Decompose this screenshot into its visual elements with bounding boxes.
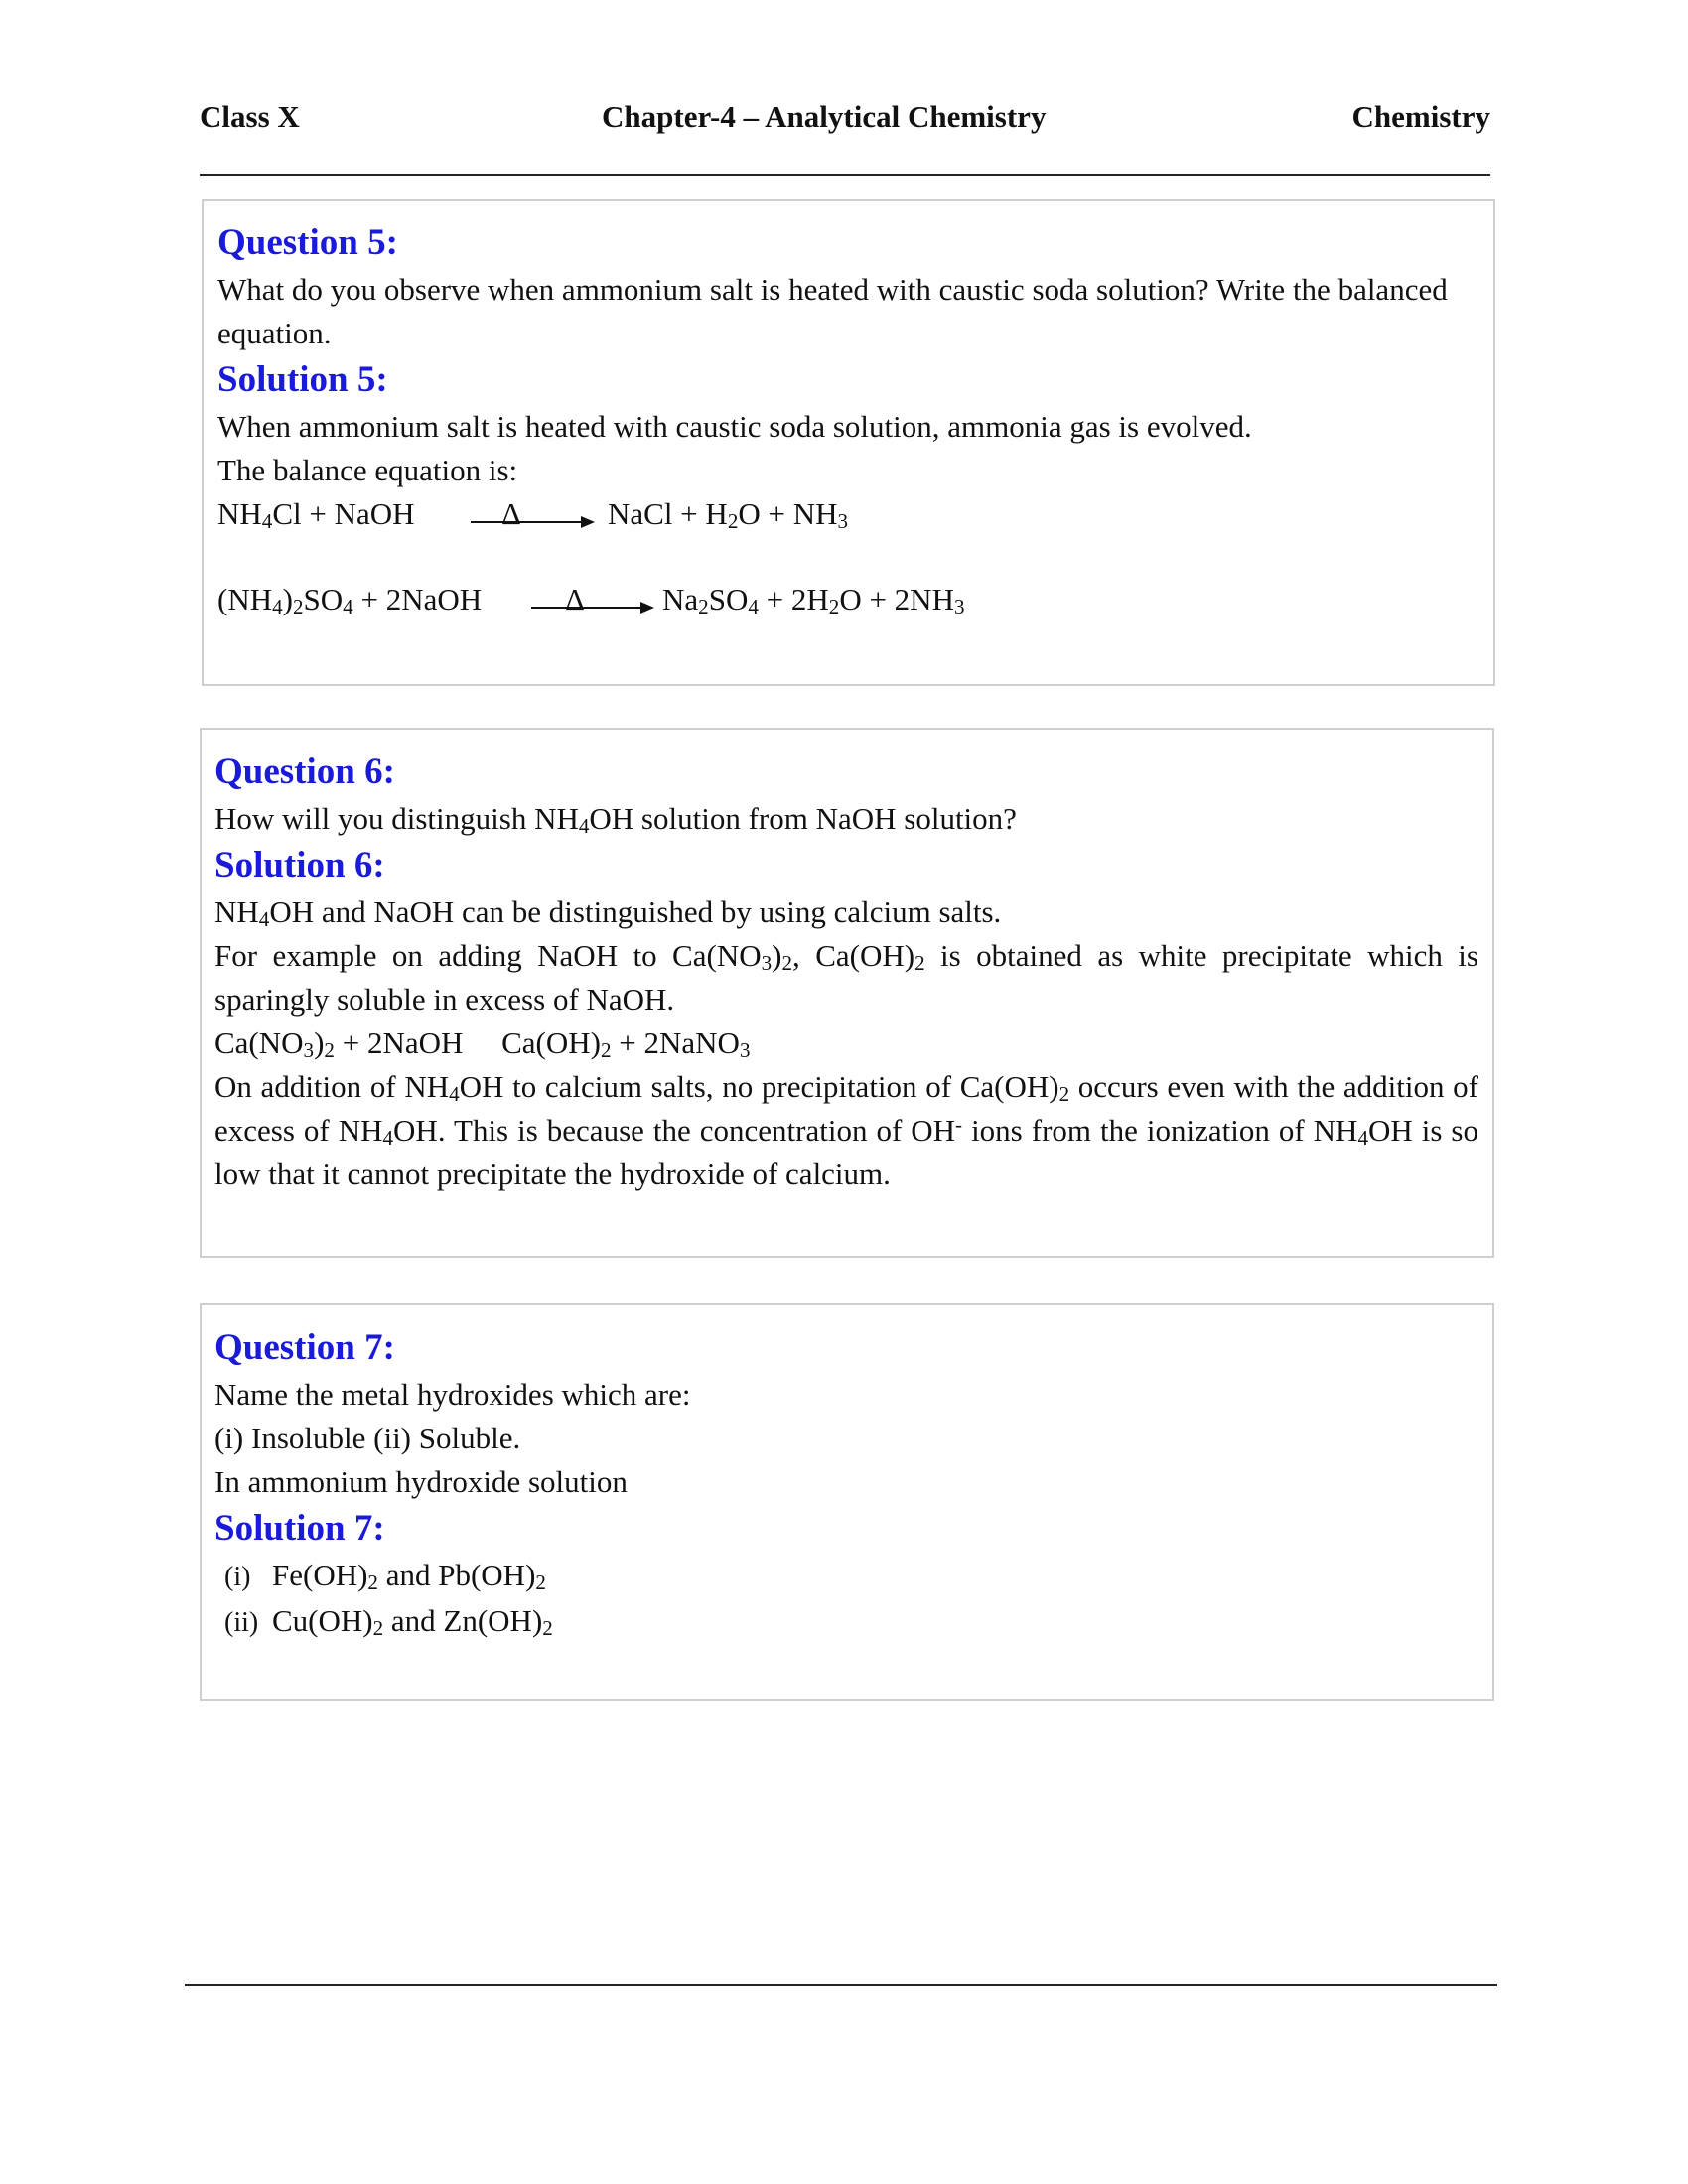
question-6-title: Question 6: xyxy=(214,751,395,792)
question-7-box xyxy=(200,1303,1494,1701)
solution-5-title: Solution 5: xyxy=(217,359,388,400)
solution-5-line-1: When ammonium salt is heated with caustic soda solution, ammonia gas is evolved. xyxy=(217,409,1252,444)
question-5-box xyxy=(202,199,1495,686)
question-7-line-3: In ammonium hydroxide solution xyxy=(214,1464,628,1499)
list-marker: (ii) xyxy=(224,1607,259,1638)
solution-5-line-2: The balance equation is: xyxy=(217,453,518,487)
question-5-title: Question 5: xyxy=(217,222,398,263)
solution-6-title: Solution 6: xyxy=(214,845,385,886)
list-marker: (i) xyxy=(224,1562,251,1592)
list-item xyxy=(224,1599,1478,1645)
question-6-box xyxy=(200,728,1494,1258)
question-5-text: What do you observe when ammonium salt is heated with caustic soda solution? Write the balanced equation. xyxy=(217,272,1448,350)
question-7-line-1: Name the metal hydroxides which are: xyxy=(214,1377,691,1412)
equation-2-arrow xyxy=(531,607,652,609)
equation-1-reactants: $NH_4Cl$ + NaOH xyxy=(217,496,415,533)
page-header xyxy=(200,99,1490,149)
header-divider xyxy=(200,174,1490,176)
question-7-title: Question 7: xyxy=(214,1327,395,1368)
question-6-text: How will you distinguish $NH_4OH$ solution from NaOH solution? xyxy=(214,801,1017,838)
solution-6-explanation: On addition of $NH_4OH$ to calcium salts, no precipitation of $Ca(OH)_2$ occurs even with the addition of excess of $NH_4OH$. This is because the concentration of OH- ions from the ionization of $NH_4OH$ is so low that it cannot precipitate the hydroxide of calcium. xyxy=(214,1069,1478,1191)
solution-6-line-1: $NH_4OH$ and NaOH can be distinguished by using calcium salts. xyxy=(214,894,1002,931)
equation-1-products: NaCl + $H_2O + NH_3$ xyxy=(608,496,849,533)
equation-2-heat-symbol: Δ xyxy=(565,582,585,616)
equation-3: $Ca(NO_3)_2$ + 2NaOH $Ca(OH)_2$ + 2NaNO$_3$ xyxy=(214,1025,751,1062)
equation-2 xyxy=(217,578,1479,621)
solution-7-list xyxy=(224,1554,1478,1645)
header-subject: Chemistry xyxy=(1351,99,1490,134)
equation-2-reactants: $(NH_4)_2SO_4$ + 2NaOH xyxy=(217,582,483,618)
solution-7-title: Solution 7: xyxy=(214,1508,385,1549)
equation-2-products: $Na_2SO_4 + 2H_2O + 2NH_3$ xyxy=(662,582,965,618)
equation-1-arrow xyxy=(471,521,593,523)
list-item-text: $Cu(OH)_2$ and $Zn(OH)_2$ xyxy=(272,1603,553,1640)
list-item-text: $Fe(OH)_2$ and $Pb(OH)_2$ xyxy=(272,1558,546,1594)
solution-6-example: For example on adding NaOH to $Ca(NO_3)_2$, $Ca(OH)_2$ is obtained as white precipitate which is sparingly soluble in excess of NaOH. xyxy=(214,938,1478,1017)
header-class: Class X xyxy=(200,99,300,134)
equation-1 xyxy=(217,492,1479,536)
header-chapter: Chapter-4 – Analytical Chemistry xyxy=(602,99,1047,134)
equation-1-heat-symbol: Δ xyxy=(501,496,521,531)
question-7-line-2: (i) Insoluble (ii) Soluble. xyxy=(214,1421,521,1455)
footer-divider xyxy=(185,1984,1497,1986)
list-item xyxy=(224,1554,1478,1599)
